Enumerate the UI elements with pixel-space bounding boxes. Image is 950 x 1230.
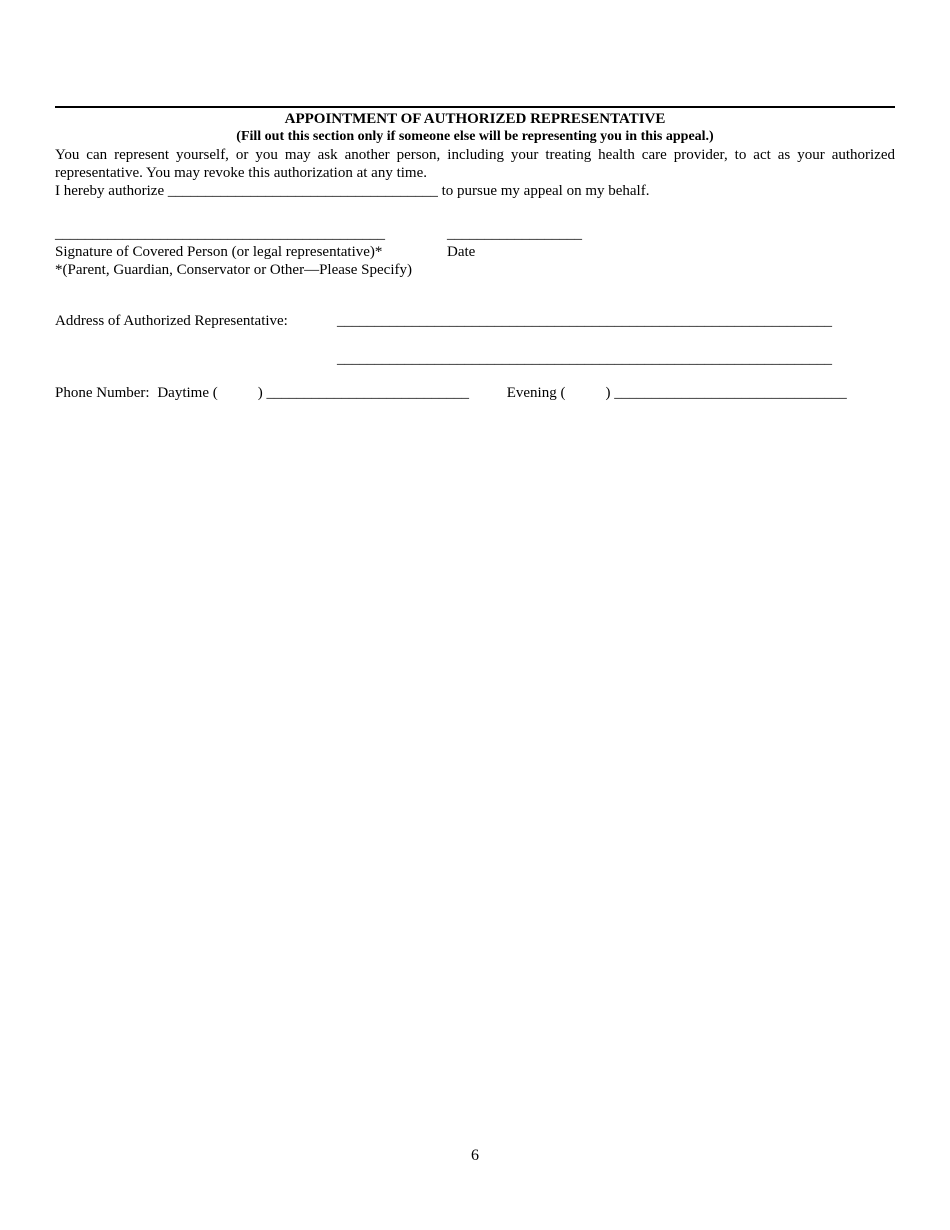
authorize-name-blank[interactable]: ____________________________________ (167, 183, 438, 199)
page-number: 6 (471, 1147, 479, 1164)
daytime-phone-blank[interactable]: ___________________________ (266, 385, 469, 401)
authorize-suffix: to pursue my appeal on my behalf. (441, 183, 650, 199)
address-blank-line-1[interactable]: __________________________________________________________________ (337, 313, 832, 329)
authorize-prefix: I hereby authorize (55, 183, 165, 199)
daytime-label: Daytime ( (157, 385, 218, 401)
signature-note: *(Parent, Guardian, Conservator or Other—Please Specify) (55, 262, 412, 278)
form-subtitle: (Fill out this section only if someone else will be representing you in this appeal.) (236, 129, 714, 144)
address-blank-row-2 (55, 350, 895, 368)
authorize-line (55, 182, 895, 200)
signature-label: Signature of Covered Person (or legal representative)* (55, 244, 383, 260)
address-label: Address of Authorized Representative: (55, 313, 288, 329)
daytime-close-paren: ) (257, 385, 263, 401)
evening-label: Evening ( (506, 385, 566, 401)
signature-label-row (55, 243, 895, 261)
signature-blank[interactable]: ____________________________________________ (55, 226, 385, 242)
address-blank-line-2[interactable]: __________________________________________________________________ (337, 351, 832, 367)
form-title: APPOINTMENT OF AUTHORIZED REPRESENTATIVE (284, 111, 666, 127)
intro-paragraph: You can represent yourself, or you may ask another person, including your treating health care provider, to act as your authorized representative. You may revoke this authorization at any time. (55, 147, 895, 181)
phone-row (55, 384, 895, 402)
section-divider-rule (55, 106, 895, 108)
evening-phone-blank[interactable]: _______________________________ (614, 385, 847, 401)
phone-label: Phone Number: (55, 385, 150, 401)
date-blank[interactable]: __________________ (447, 226, 582, 242)
address-row (55, 312, 895, 330)
evening-close-paren: ) (605, 385, 611, 401)
date-label: Date (447, 244, 476, 260)
signature-blank-row (55, 225, 895, 243)
